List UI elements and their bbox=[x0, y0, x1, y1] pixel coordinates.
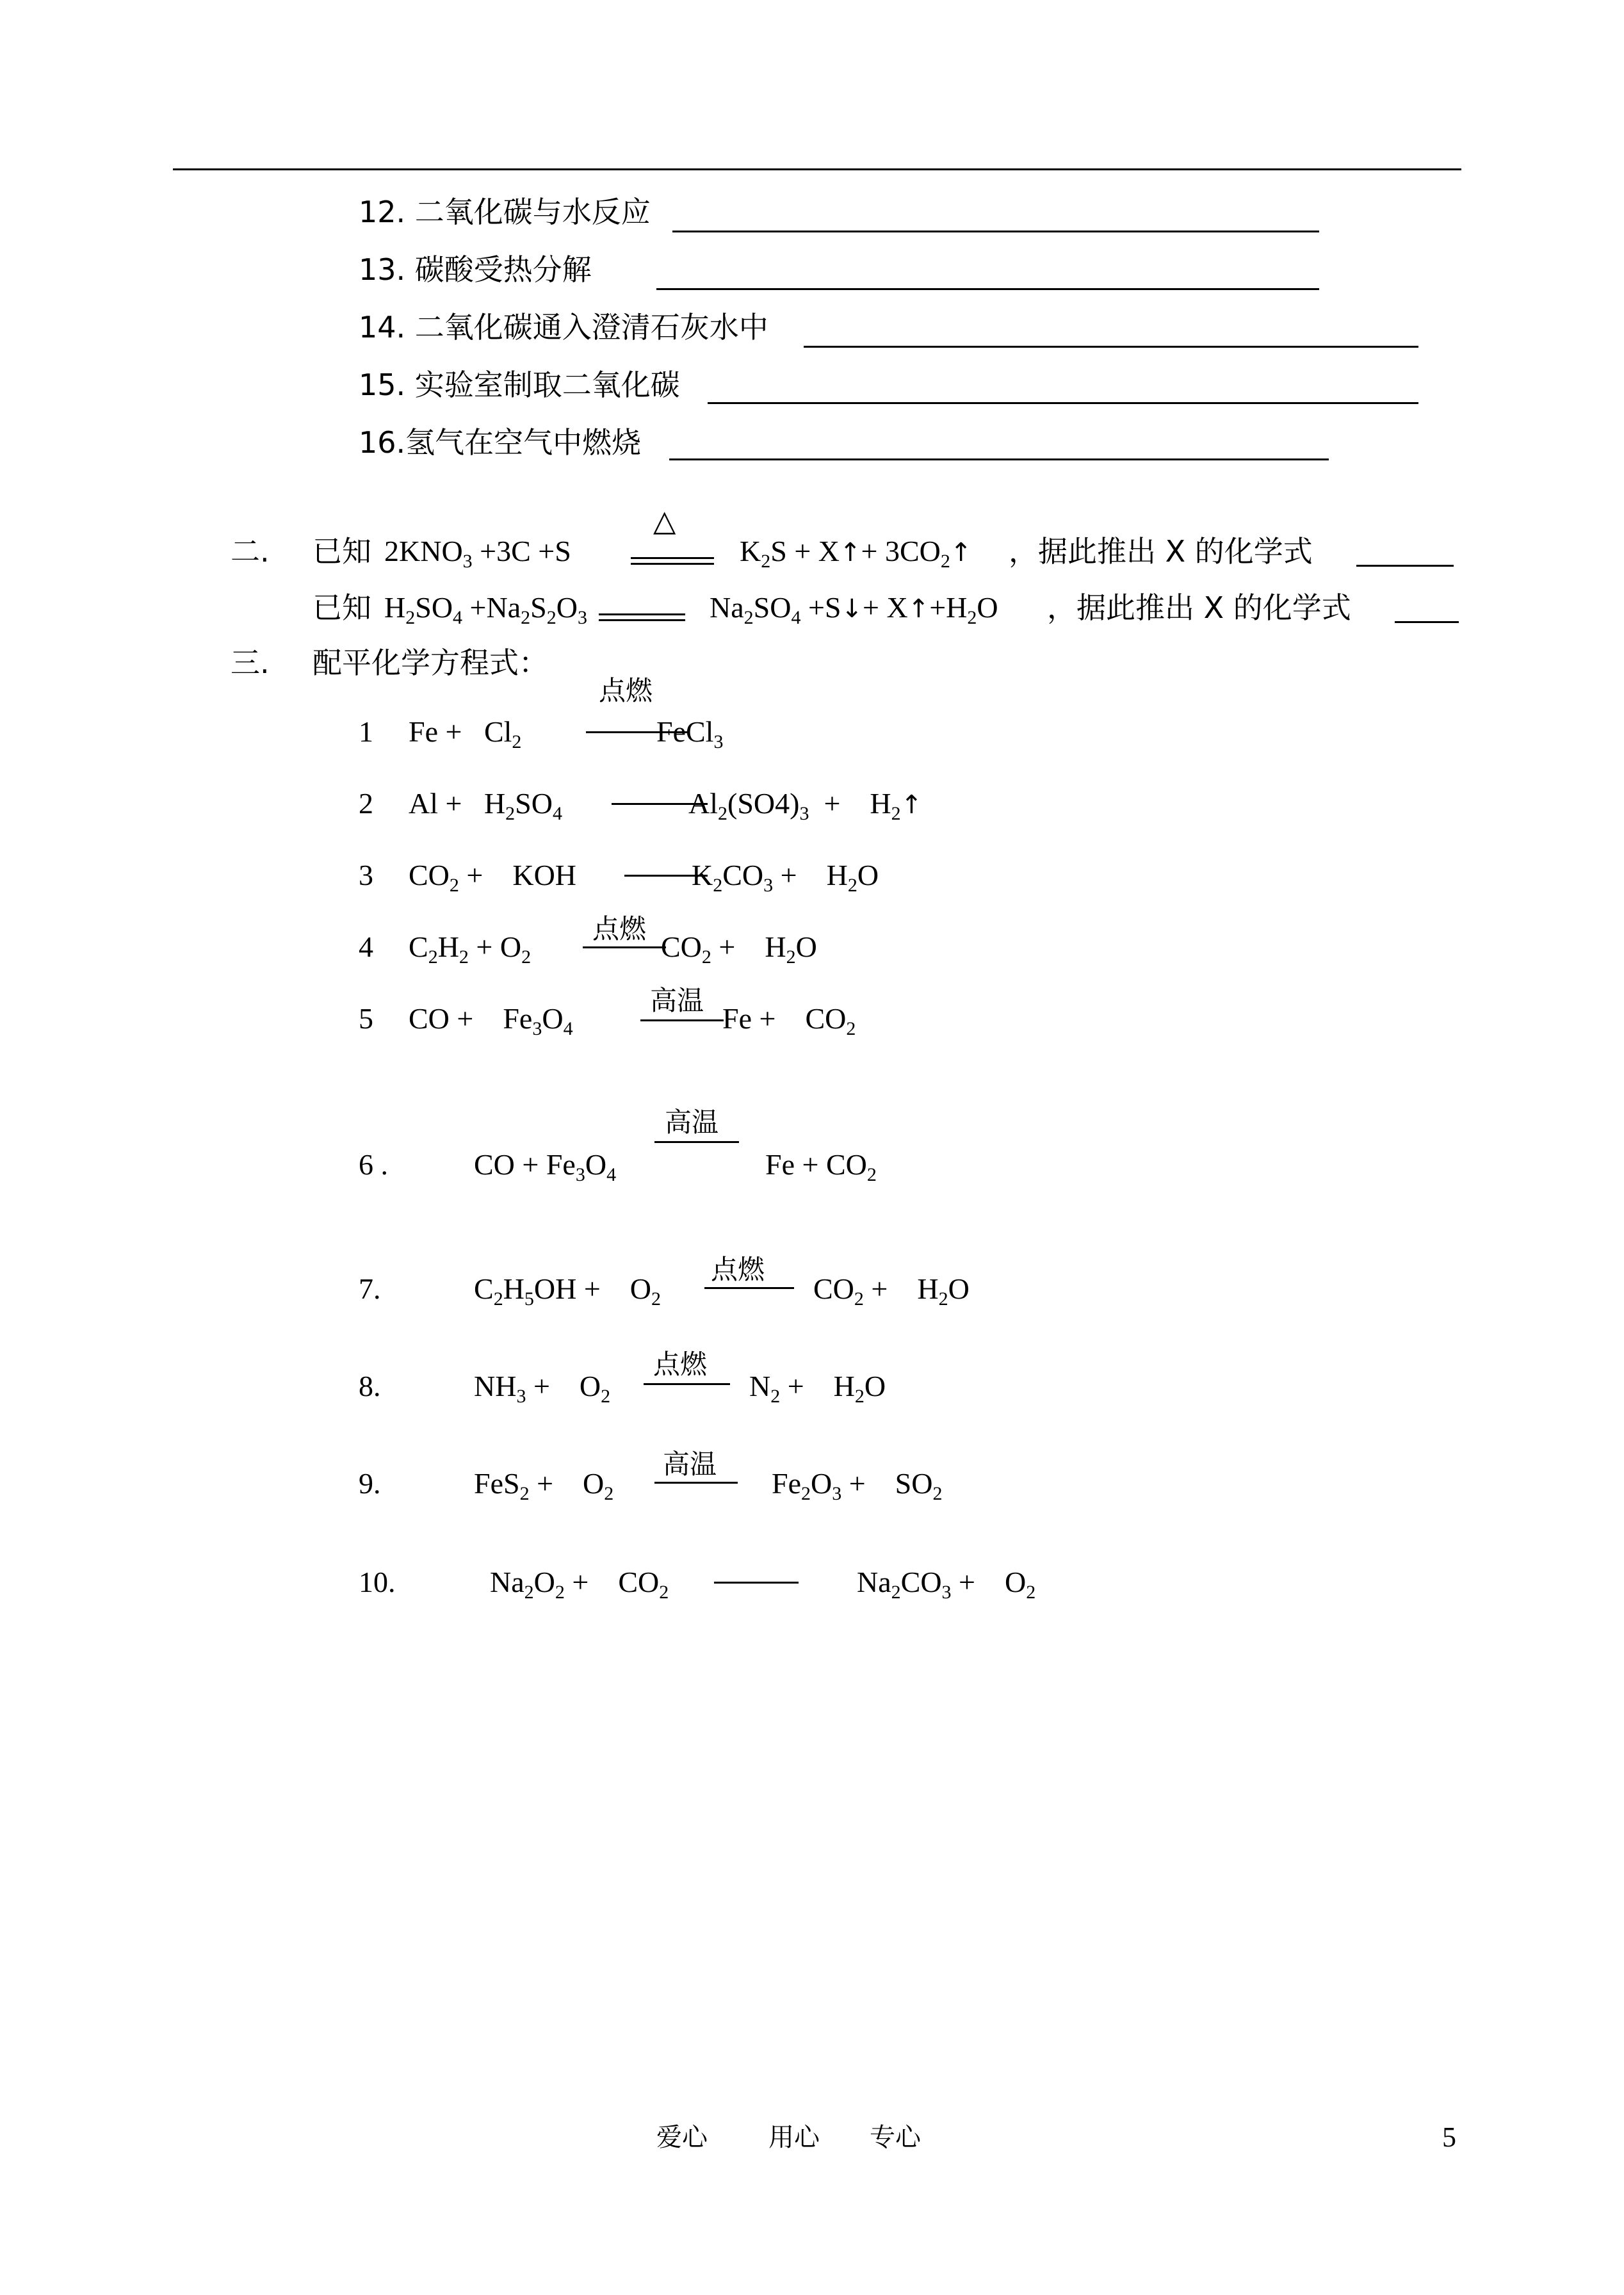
eq9-left: FeS$_2$ + $O_2$ bbox=[474, 1467, 614, 1504]
footer-motto-2: 用心 bbox=[768, 2123, 820, 2152]
eq1-left: $Fe + Cl_2$ bbox=[409, 715, 522, 752]
eq10-right: $Na_2CO_3$ + $O_2$ bbox=[857, 1566, 1036, 1603]
eq7-condition: 点燃 bbox=[711, 1254, 765, 1285]
q1-answer-blank[interactable] bbox=[1356, 565, 1454, 567]
q1-prefix: 已知 bbox=[313, 534, 371, 569]
q1-products: $K_2S$ + X↑+ $3CO_2↑$ bbox=[740, 535, 972, 572]
footer-motto-1: 爱心 bbox=[656, 2123, 708, 2152]
footer-motto-3: 专心 bbox=[870, 2123, 921, 2152]
eq9-reaction-line bbox=[654, 1482, 738, 1484]
answer-blank-15[interactable] bbox=[708, 402, 1418, 404]
q2-answer-blank[interactable] bbox=[1395, 621, 1459, 623]
header-rule bbox=[173, 168, 1461, 170]
eq3-right: $K_2CO_3$ + $H_2O$ bbox=[692, 859, 879, 896]
eq7-left: $C_2H_5OH$ + $O_2$ bbox=[474, 1272, 662, 1310]
heat-condition: △ bbox=[653, 503, 676, 538]
eq3-left: $CO_2$ + KOH bbox=[409, 859, 577, 896]
q2-prefix: 已知 bbox=[313, 590, 371, 625]
eq1-number: 1 bbox=[359, 715, 373, 748]
eq8-number: 8. bbox=[359, 1370, 381, 1402]
eq4-reaction-line bbox=[583, 946, 666, 948]
eq4-right: $CO_2$ + $H_2O$ bbox=[661, 930, 817, 968]
q2-products: $Na_2SO_4$ +S↓+ $X↑+H_2O$ bbox=[710, 591, 998, 628]
eq6-right: $Fe + CO_2$ bbox=[765, 1148, 877, 1185]
eq1-condition: 点燃 bbox=[599, 675, 653, 706]
eq6-condition: 高温 bbox=[665, 1107, 719, 1138]
eq7-number: 7. bbox=[359, 1272, 381, 1305]
item-16: 16.氢气在空气中燃烧 bbox=[359, 425, 642, 460]
eq9-condition: 高温 bbox=[663, 1448, 717, 1480]
answer-blank-14[interactable] bbox=[804, 346, 1418, 348]
section-3-heading: 三. bbox=[231, 645, 270, 680]
eq4-left: $C_2H_2 + O_2$ bbox=[409, 930, 532, 968]
eq10-left: $Na_2O_2$ + $CO_2$ bbox=[490, 1566, 669, 1603]
answer-blank-13[interactable] bbox=[656, 288, 1319, 290]
eq8-left: $NH_3$ + $O_2$ bbox=[474, 1370, 611, 1407]
eq10-number: 10. bbox=[359, 1566, 396, 1598]
answer-blank-12[interactable] bbox=[672, 231, 1319, 232]
eq8-right: $N_2$ + $H_2O$ bbox=[749, 1370, 886, 1407]
q1-tail: ，据此推出 X 的化学式 bbox=[1009, 534, 1313, 569]
eq5-reaction-line bbox=[640, 1019, 724, 1021]
item-13: 13. 碳酸受热分解 bbox=[359, 252, 592, 287]
q1-reactants: $2KNO_3 +3C +S$ bbox=[384, 535, 571, 572]
item-12: 12. 二氧化碳与水反应 bbox=[359, 195, 651, 229]
eq5-left: CO + $Fe_3O_4$ bbox=[409, 1002, 573, 1039]
q2-reactants: $H_2SO_4 +Na_2S_2O_3$ bbox=[384, 591, 587, 628]
eq2-right: $Al_2(SO4)_3$ + $H_2↑$ bbox=[688, 787, 923, 824]
item-14: 14. 二氧化碳通入澄清石灰水中 bbox=[359, 310, 768, 345]
eq2-left: $Al + H_2SO_4$ bbox=[409, 787, 562, 824]
eq5-condition: 高温 bbox=[650, 985, 704, 1016]
eq4-condition: 点燃 bbox=[592, 913, 647, 945]
eq9-number: 9. bbox=[359, 1467, 381, 1500]
page-number: 5 bbox=[1442, 2121, 1456, 2153]
q2-equals-sign bbox=[599, 613, 685, 621]
item-15: 15. 实验室制取二氧化碳 bbox=[359, 368, 680, 402]
eq5-right: Fe + $CO_2$ bbox=[722, 1002, 856, 1039]
eq2-number: 2 bbox=[359, 787, 373, 820]
eq7-reaction-line bbox=[704, 1287, 794, 1289]
section-2-heading: 二. bbox=[231, 534, 270, 569]
eq5-number: 5 bbox=[359, 1002, 373, 1035]
eq3-number: 3 bbox=[359, 859, 373, 891]
q1-equals-sign bbox=[631, 557, 714, 565]
eq7-right: $CO_2$ + $H_2O$ bbox=[813, 1272, 970, 1310]
eq6-left: CO + $Fe_3O_4$ bbox=[474, 1148, 617, 1185]
eq9-right: $Fe_2O_3$ + $SO_2$ bbox=[772, 1467, 943, 1504]
eq4-number: 4 bbox=[359, 930, 373, 963]
section-3-title: 配平化学方程式： bbox=[313, 645, 548, 680]
eq8-reaction-line bbox=[644, 1383, 730, 1385]
eq8-condition: 点燃 bbox=[653, 1349, 708, 1380]
q2-tail: ，据此推出 X 的化学式 bbox=[1047, 590, 1351, 625]
eq6-number: 6 . bbox=[359, 1148, 388, 1181]
eq10-reaction-line bbox=[714, 1582, 799, 1584]
eq1-right: FeCl$_3$ bbox=[656, 715, 724, 752]
eq6-reaction-line bbox=[654, 1141, 739, 1143]
answer-blank-16[interactable] bbox=[669, 458, 1329, 460]
